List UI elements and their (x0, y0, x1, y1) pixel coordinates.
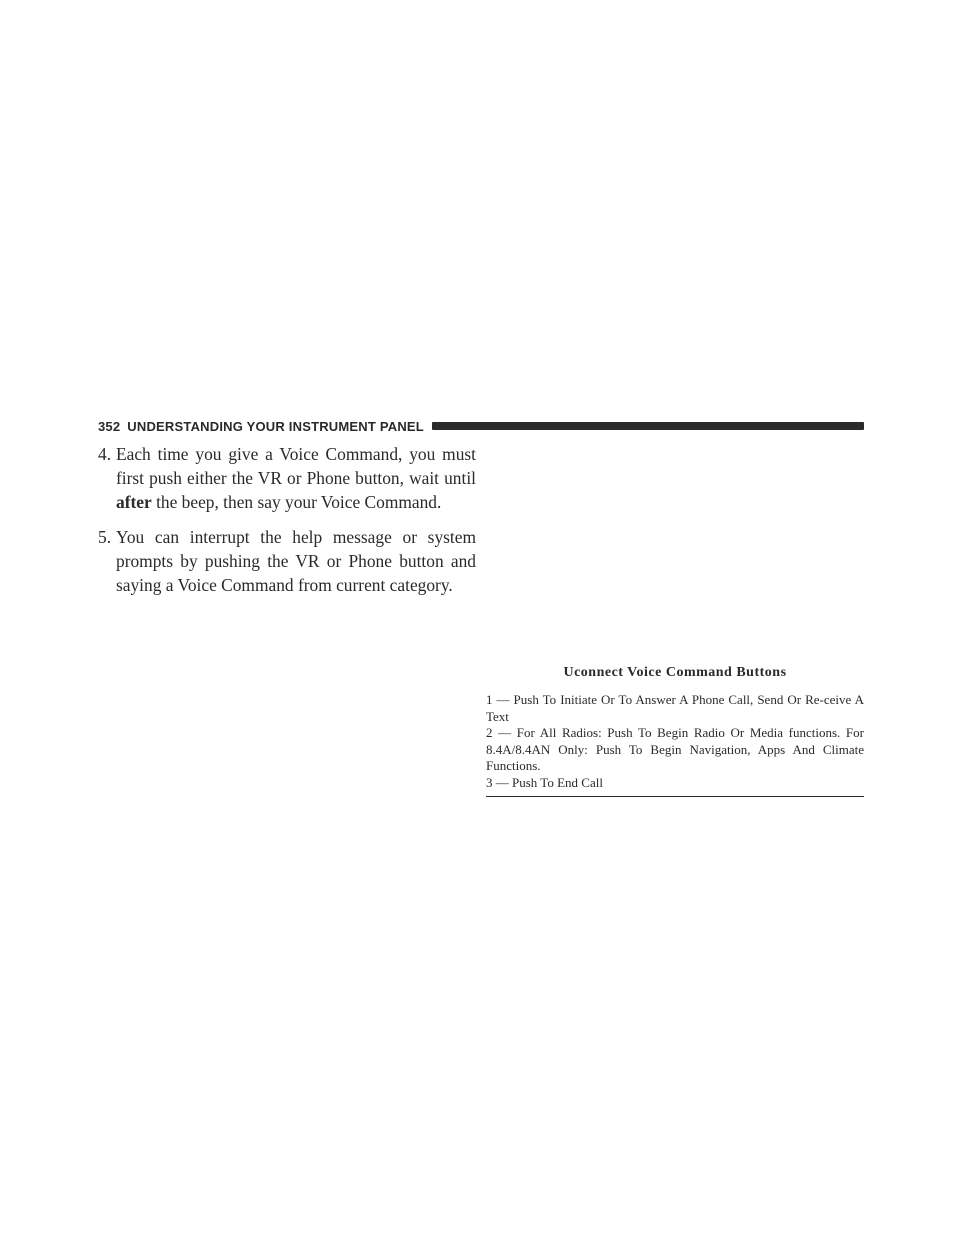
step-text: the beep, then say your Voice Command. (151, 492, 442, 512)
step-4 (98, 442, 476, 514)
step-text: You can interrupt the help message or system prompts by pushing the VR or Phone button and saying a Voice Command from current category. (116, 527, 476, 595)
step-5 (98, 525, 476, 597)
instructions-column (98, 442, 476, 608)
page-header (98, 418, 864, 434)
figure-caption: Uconnect Voice Command Buttons (563, 665, 787, 680)
page-number: 352 (98, 418, 121, 434)
section-title: UNDERSTANDING YOUR INSTRUMENT PANEL (127, 418, 424, 434)
step-number: 4. (98, 444, 112, 464)
step-number: 5. (98, 527, 112, 547)
figure-legend (486, 692, 864, 797)
header-text (98, 419, 424, 434)
step-text: Each time you give a Voice Command, you must first push either the VR or Phone button, wait until (116, 444, 476, 488)
header-rule (432, 422, 864, 430)
legend-item-1: 1 — Push To Initiate Or To Answer A Phone Call, Send Or Re-ceive A Text (486, 692, 864, 724)
step-emphasis: after (116, 492, 152, 512)
legend-item-2: 2 — For All Radios: Push To Begin Radio Or Media functions. For 8.4A/8.4AN Only: Push To Begin Navigation, Apps And Climate Functions. (486, 725, 864, 774)
legend-item-3: 3 — Push To End Call (486, 774, 603, 790)
